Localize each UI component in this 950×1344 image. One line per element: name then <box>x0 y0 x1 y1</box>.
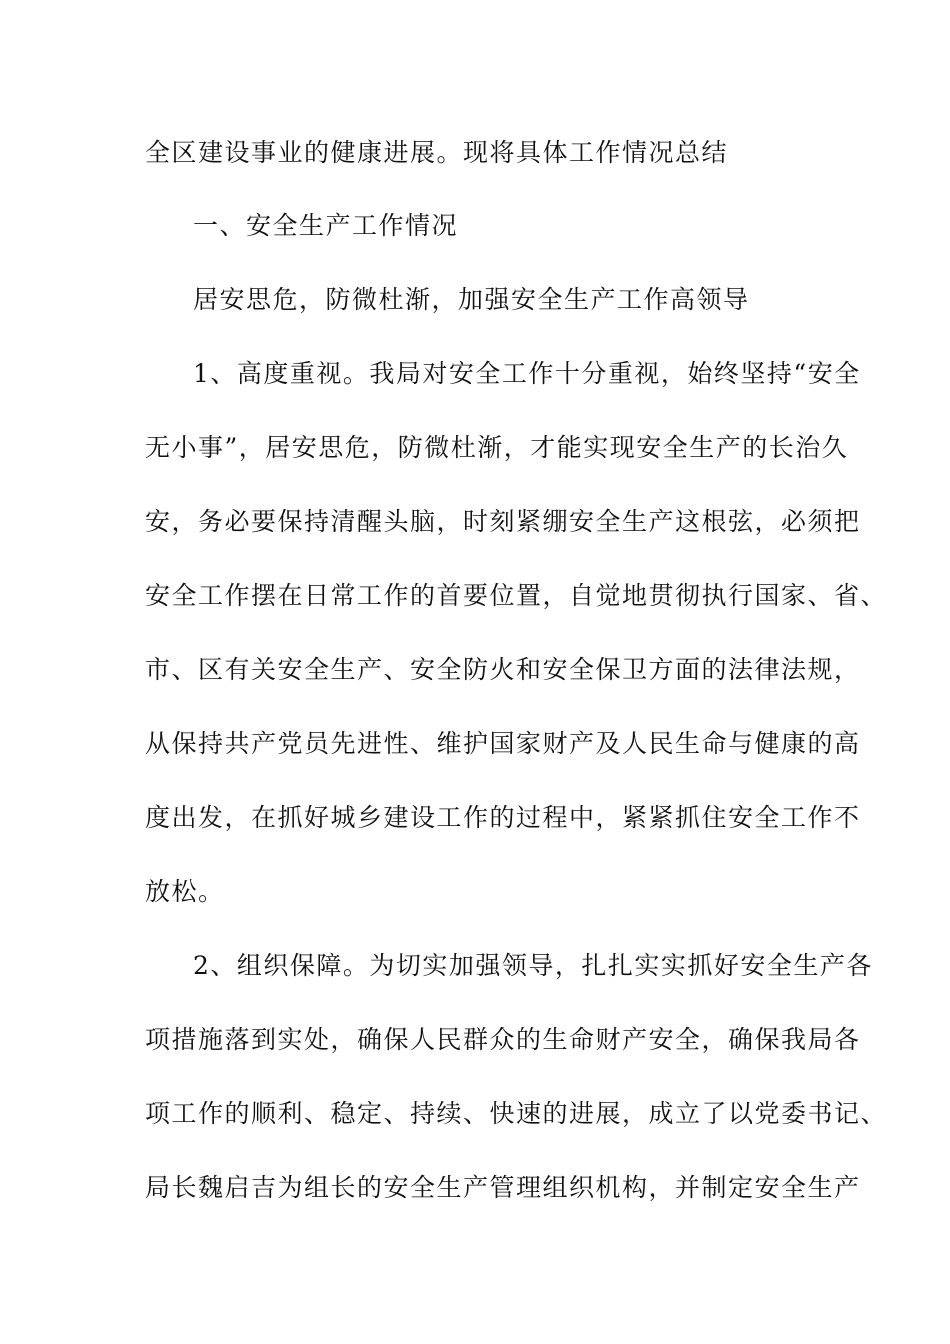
subheading: 居安思危，防微杜渐，加强安全生产工作高领导 <box>193 285 750 314</box>
paragraph-2-line-3: 项工作的顺利、稳定、持续、快速的进展，成立了以党委书记、 <box>145 1099 888 1128</box>
paragraph-1-line-5: 市、区有关安全生产、安全防火和安全保卫方面的法律法规， <box>145 655 861 684</box>
paragraph-1-line-6: 从保持共产党员先进性、维护国家财产及人民生命与健康的高 <box>145 729 861 758</box>
paragraph-1-line-7: 度出发，在抓好城乡建设工作的过程中，紧紧抓住安全工作不 <box>145 803 861 832</box>
section-heading: 一、安全生产工作情况 <box>193 211 459 240</box>
paragraph-1-line-3: 安，务必要保持清醒头脑，时刻紧绷安全生产这根弦，必须把 <box>145 507 861 536</box>
paragraph-1-line-8: 放松。 <box>145 877 225 906</box>
paragraph-1-line-4: 安全工作摆在日常工作的首要位置，自觉地贯彻执行国家、省、 <box>145 581 888 610</box>
text-line-1: 全区建设事业的健康进展。现将具体工作情况总结 <box>145 138 729 167</box>
paragraph-1-line-1: 1、高度重视。我局对安全工作十分重视，始终坚持“安全 <box>193 359 861 388</box>
paragraph-2-line-2: 项措施落到实处，确保人民群众的生命财产安全，确保我局各 <box>145 1025 861 1054</box>
paragraph-2-line-4: 局长魏启吉为组长的安全生产管理组织机构，并制定安全生产 <box>145 1173 861 1202</box>
paragraph-2-line-1: 2、组织保障。为切实加强领导，扎扎实实抓好安全生产各 <box>193 951 873 980</box>
paragraph-1-line-2: 无小事”，居安思危，防微杜渐，才能实现安全生产的长治久 <box>145 433 849 462</box>
